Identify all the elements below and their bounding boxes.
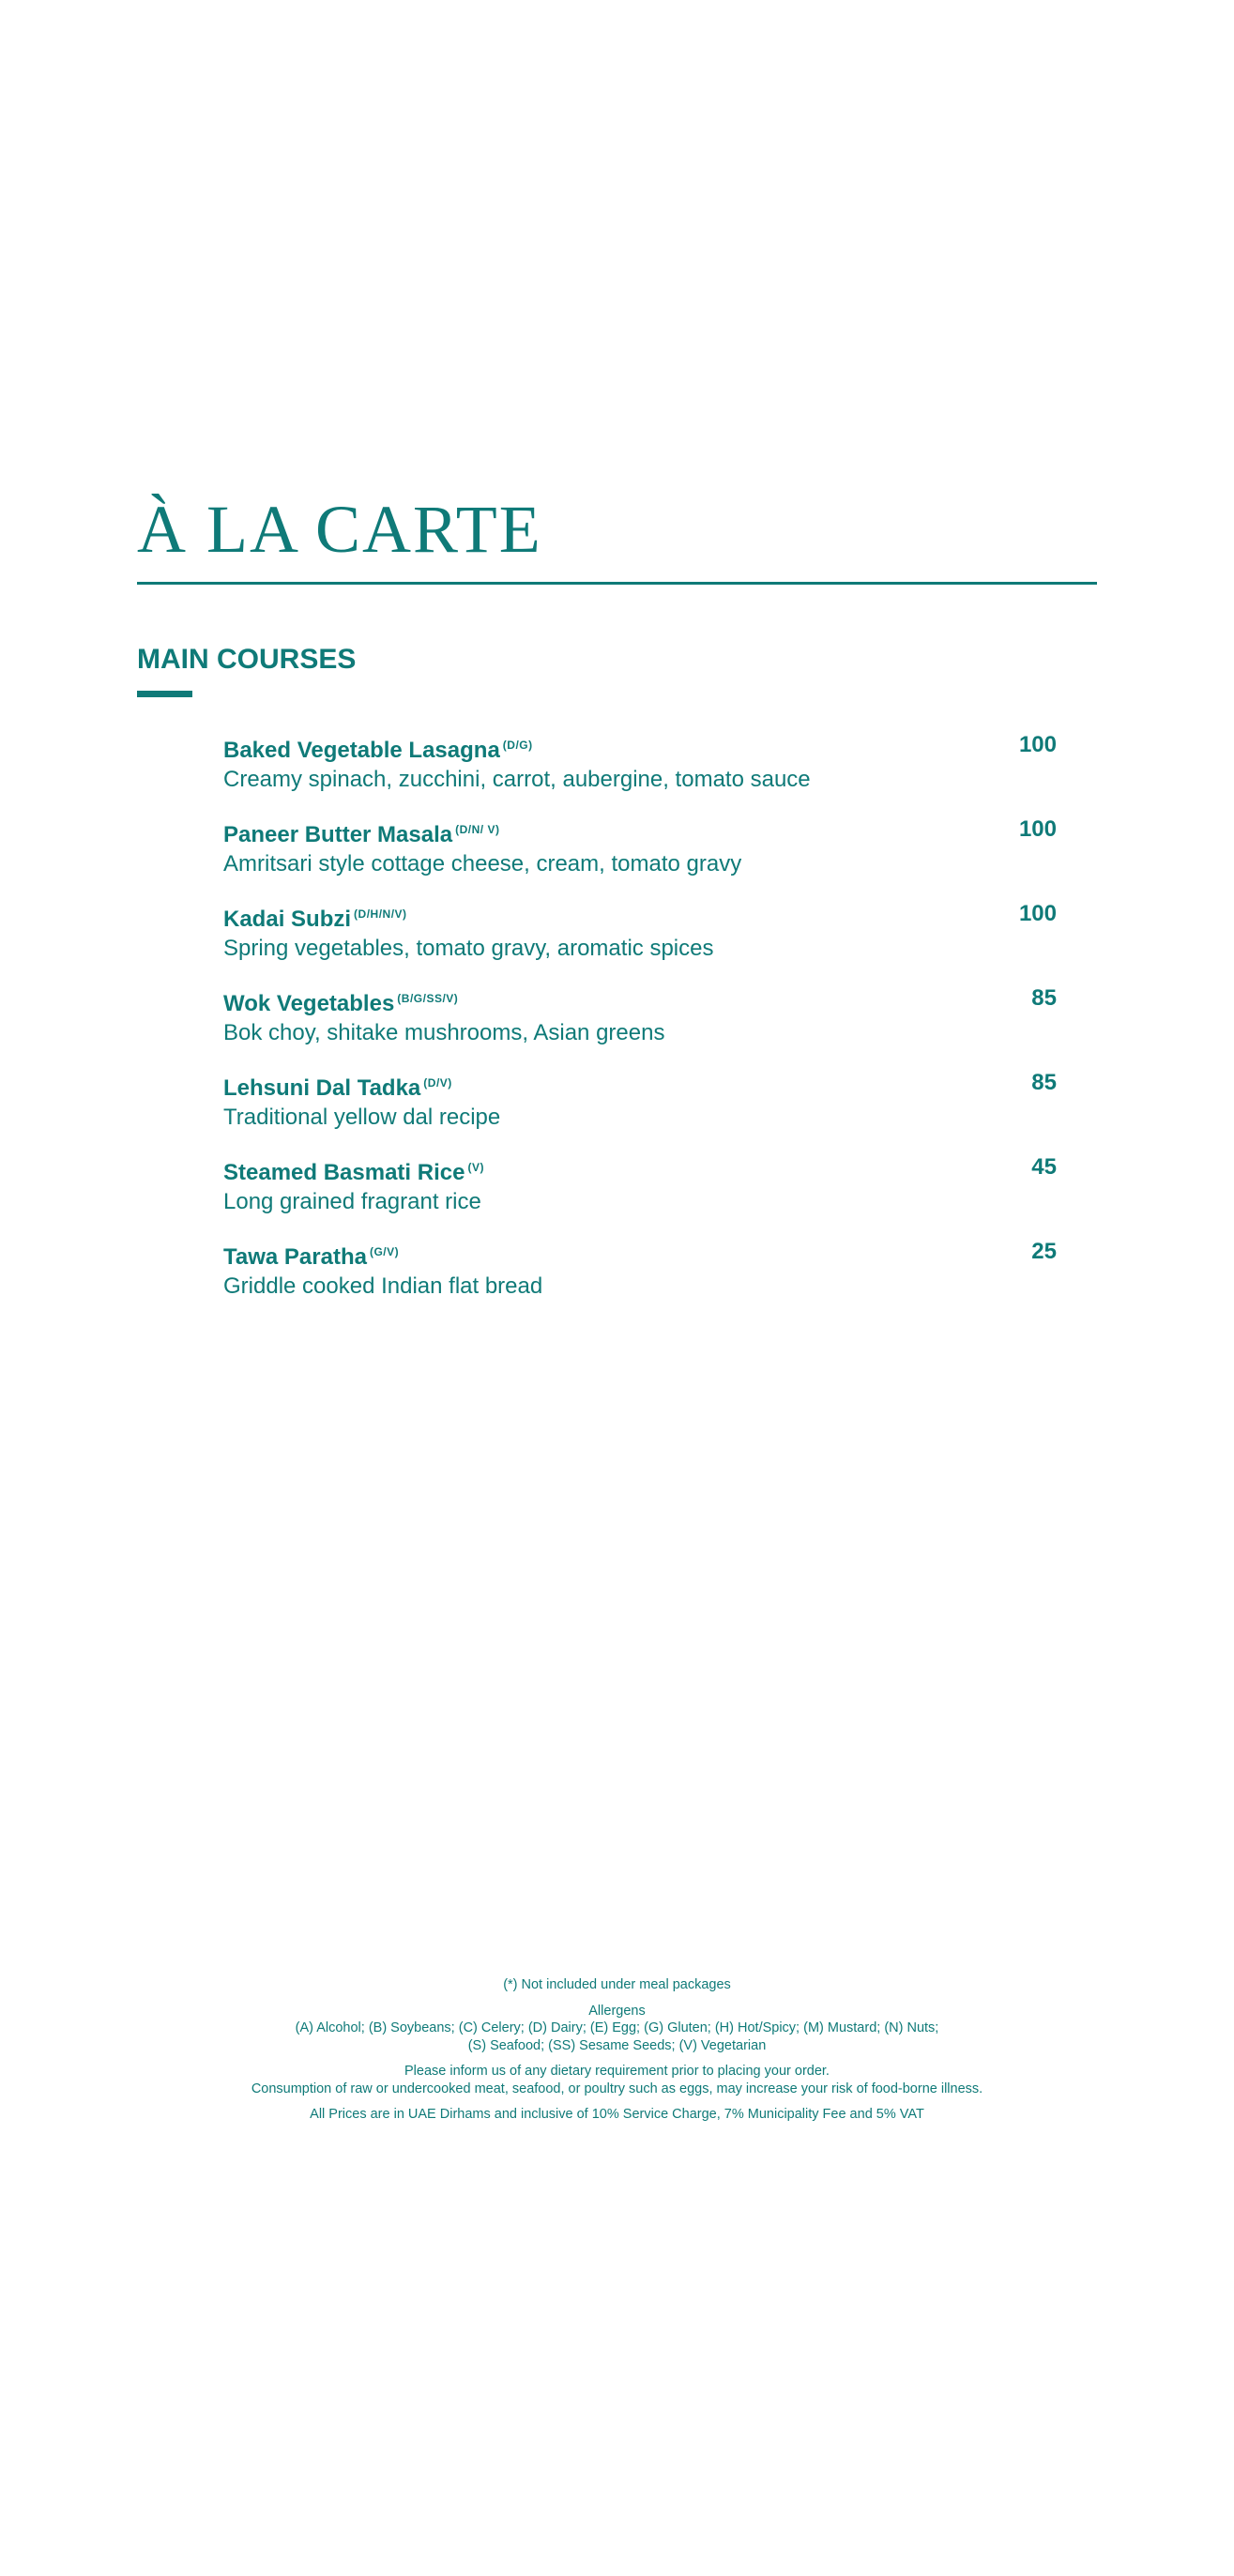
footer-notes: [0, 1976, 1234, 2124]
item-allergens: (G/V): [369, 1245, 400, 1258]
item-description: Creamy spinach, zucchini, carrot, aubergine, tomato sauce: [223, 767, 811, 792]
item-name-line: [223, 730, 1057, 766]
item-description: Traditional yellow dal recipe: [223, 1105, 501, 1130]
item-price: 100: [1018, 732, 1057, 757]
item-name-line: [223, 899, 1057, 935]
menu-item: [223, 815, 1057, 899]
item-name-line: [223, 1237, 1057, 1273]
section-underline: [137, 691, 192, 697]
item-allergens: (D/V): [423, 1076, 452, 1090]
item-allergens: (V): [467, 1161, 484, 1174]
allergens-heading: Allergens: [588, 2003, 646, 2019]
item-name-line: [223, 1152, 1057, 1188]
menu-item: [223, 1068, 1057, 1152]
item-price: 85: [1031, 985, 1057, 1011]
item-description: Spring vegetables, tomato gravy, aromatic spices: [223, 936, 714, 961]
item-name-line: [223, 1068, 1057, 1104]
item-name: Steamed Basmati Rice: [223, 1160, 465, 1185]
item-name: Tawa Paratha: [223, 1244, 367, 1270]
raw-food-warning: Consumption of raw or undercooked meat, seafood, or poultry such as eggs, may increase your risk of food-borne illness.: [251, 2081, 983, 2096]
page-title: À LA CARTE: [137, 492, 542, 567]
item-price: 45: [1031, 1154, 1057, 1180]
item-price: 25: [1031, 1239, 1057, 1264]
item-price: 85: [1031, 1070, 1057, 1095]
item-name: Paneer Butter Masala: [223, 822, 453, 847]
meal-package-note: (*) Not included under meal packages: [503, 1977, 731, 1992]
item-description: Long grained fragrant rice: [223, 1189, 481, 1214]
menu-list: [223, 730, 1057, 1321]
item-price: 100: [1018, 901, 1057, 926]
item-allergens: (B/G/SS/V): [397, 992, 459, 1005]
item-name: Wok Vegetables: [223, 991, 395, 1016]
item-description: Amritsari style cottage cheese, cream, tomato gravy: [223, 851, 742, 876]
allergens-legend-line: (A) Alcohol; (B) Soybeans; (C) Celery; (D) Dairy; (E) Egg; (G) Gluten; (H) Hot/Spicy; (M) Mustard; (N) Nuts;: [295, 2020, 939, 2035]
item-name-line: [223, 983, 1057, 1019]
title-divider: [137, 582, 1097, 585]
item-allergens: (D/G): [502, 739, 533, 752]
menu-item: [223, 1237, 1057, 1321]
item-name: Kadai Subzi: [223, 907, 352, 932]
item-price: 100: [1018, 816, 1057, 842]
item-allergens: (D/H/N/V): [354, 907, 407, 921]
dietary-note: Please inform us of any dietary requirement prior to placing your order.: [404, 2064, 830, 2079]
allergens-legend-line: (S) Seafood; (SS) Sesame Seeds; (V) Vegetarian: [467, 2037, 767, 2053]
section-title: MAIN COURSES: [137, 644, 357, 675]
menu-item: [223, 899, 1057, 983]
menu-item: [223, 983, 1057, 1068]
item-name: Lehsuni Dal Tadka: [223, 1075, 421, 1101]
item-description: Bok choy, shitake mushrooms, Asian greens: [223, 1020, 665, 1045]
pricing-note: All Prices are in UAE Dirhams and inclusive of 10% Service Charge, 7% Municipality Fee and 5% VAT: [310, 2107, 924, 2122]
menu-item: [223, 1152, 1057, 1237]
menu-item: [223, 730, 1057, 815]
item-allergens: (D/N/ V): [455, 823, 500, 836]
item-name: Baked Vegetable Lasagna: [223, 738, 500, 763]
item-description: Griddle cooked Indian flat bread: [223, 1273, 543, 1299]
item-name-line: [223, 815, 1057, 850]
